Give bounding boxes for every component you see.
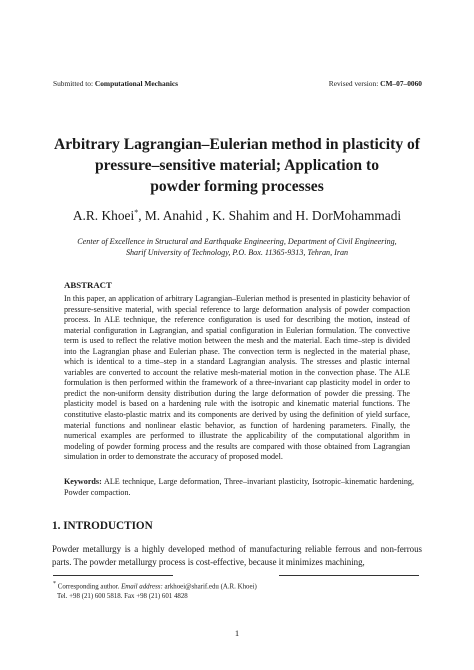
title-line-3: powder forming processes xyxy=(150,178,324,195)
keywords-label: Keywords: xyxy=(64,477,102,486)
paper-title xyxy=(30,134,444,197)
footnote-rule xyxy=(53,575,173,576)
text-rule xyxy=(279,575,419,576)
running-header-left xyxy=(53,79,178,88)
introduction-heading: 1. INTRODUCTION xyxy=(52,520,153,532)
footnote-line-2: Tel. +98 (21) 600 5818. Fax +98 (21) 601 4828 xyxy=(57,592,188,600)
other-authors: , M. Anahid , K. Shahim and H. DorMohammadi xyxy=(138,208,402,223)
affiliation-line-2: Sharif University of Technology, P.O. Box. 11365-9313, Tehran, Iran xyxy=(125,248,349,257)
footnote-mark: * xyxy=(53,581,56,587)
header-manuscript-code: CM–07–0060 xyxy=(380,79,422,88)
page-number: 1 xyxy=(234,628,240,638)
abstract-text: In this paper, an application of arbitrary Lagrangian–Eulerian method is presented in plasticity behavior of pressure-sensitive material, with special reference to large deformation analysis of powder compaction process. In ALE technique, the reference configuration is used for describing the motion, instead of material configuration in Lagrangian, and spatial configuration in Eulerian formulation. The convective term is used to reflect the relative motion between the mesh and the material. Each time–step is divided into the Lagrangian phase and Eulerian phase. The convection term is neglected in the material phase, which is identical to a time–step in a standard Lagrangian analysis. The stresses and plastic internal variables are converted to account the relative mesh-material motion in the convection phase. The ALE formulation is then performed within the framework of a three-invariant cap plasticity model in order to predict the non-uniform density distribution during the large deformation of powder die pressing. The plasticity model is based on a hardening rule with the isotropic and kinematic material functions. The constitutive elasto-plastic matrix and its components are derived by using the definition of yield surface, material functions and nonlinear elastic behavior, as function of hardening parameters. Finally, the numerical examples are performed to illustrate the applicability of the computational algorithm in modeling of powder forming process and the results are compared with those obtained from Lagrangian simulation in order to demonstrate the accuracy of proposed model. xyxy=(64,294,410,462)
author-khoei: A.R. Khoei xyxy=(72,208,135,223)
abstract-heading: ABSTRACT xyxy=(64,280,112,290)
keywords-text: ALE technique, Large deformation, Three–invariant plasticity, Isotropic–kinematic hardening, Powder compaction. xyxy=(64,477,414,497)
affiliation-line-1: Center of Excellence in Structural and Earthquake Engineering, Department of Civil Engineering, xyxy=(77,237,397,246)
affiliation xyxy=(40,236,434,258)
keywords xyxy=(64,477,414,499)
footnote xyxy=(53,580,257,601)
title-line-1: Arbitrary Lagrangian–Eulerian method in plasticity of xyxy=(53,136,421,153)
author-list xyxy=(20,208,454,226)
header-journal-name: Computational Mechanics xyxy=(94,79,179,88)
footnote-line-1 xyxy=(53,580,257,592)
footnote-email: arkhoei@sharif.edu (A.R. Khoei) xyxy=(162,583,257,591)
footnote-email-label: Email address: xyxy=(121,583,163,591)
header-left-prefix: Submitted to: xyxy=(53,79,95,88)
title-line-2: pressure–sensitive material; Application to xyxy=(95,157,379,174)
introduction-text: Powder metallurgy is a highly developed method of manufacturing reliable ferrous and non-ferrous parts. The powder metallurgy process is cost-effective, because it minimizes machining, xyxy=(52,544,422,567)
footnote-corresponding: Corresponding author. xyxy=(56,583,122,591)
corresponding-author-mark: * xyxy=(134,208,139,217)
header-right-prefix: Revised version: xyxy=(328,79,381,88)
running-header-right xyxy=(329,79,422,88)
